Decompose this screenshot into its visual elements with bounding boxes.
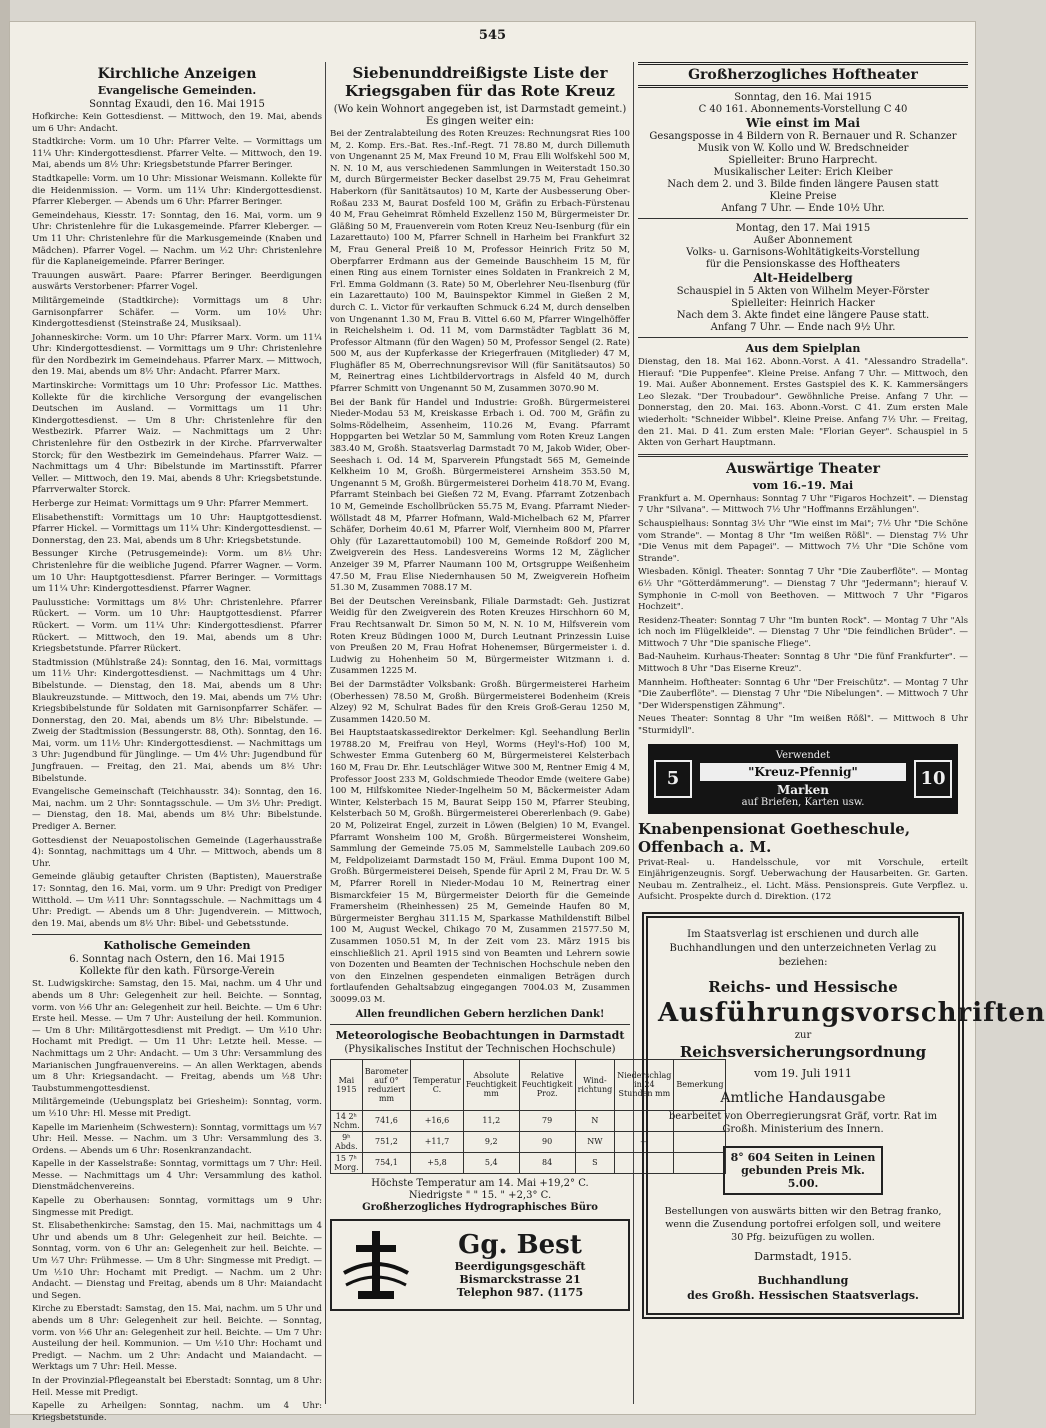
verlag-t5: vom 19. Juli 1911 — [754, 1067, 852, 1080]
auswaertige-text: Mannheim. Hoftheater: Sonntag 6 Uhr "Der Freischütz". — Montag 7 Uhr "Die Zauberflöte". — Dienstag 7 Uhr "Die Nibelungen". — Mittwoch 7 Uhr "Der Widerspenstigen Zähmung". — [638, 677, 968, 711]
meteo-header: Absolute Feuchtigkeit mm — [463, 1059, 519, 1110]
notice-paragraph: Stadtkapelle: Vorm. um 10 Uhr: Missionar Weismann. Kollekte für die Heidenmission. — Vorm. um 11¼ Uhr: Kindergottesdienst. Pfarrer Kleberger. — Abends um 6 Uhr: Pfarrer Beringer. — [32, 173, 322, 208]
kreuz-ad-mid: Marken — [776, 782, 830, 797]
notice-paragraph: In der Provinzial-Pflegeanstalt bei Eberstadt: Sonntag, um 8 Uhr: Heil. Messe mit Predigt. — [32, 1375, 322, 1398]
table-cell: 754,1 — [362, 1152, 410, 1173]
table-cell: — — [615, 1131, 674, 1152]
auswaertige-dates: vom 16.–19. Mai — [752, 478, 854, 492]
section-divider — [32, 934, 322, 935]
funeral-text — [416, 1230, 624, 1299]
theater-line: Montag, den 17. Mai 1915 — [735, 223, 871, 234]
kreuz-pfennig-ad — [648, 744, 958, 814]
verlag-t1: Reichs- und Hessische — [708, 978, 898, 996]
school-ad-title: Knabenpensionat Goetheschule, Offenbach a. M. — [638, 819, 911, 856]
newspaper-page — [10, 22, 1046, 1423]
table-cell: N — [575, 1110, 615, 1131]
evangelisch-date: Sonntag Exaudi, den 16. Mai 1915 — [89, 99, 265, 110]
meteo-header: Temperatur C. — [411, 1059, 464, 1110]
notice-paragraph: Stadtmission (Mühlstraße 24): Sonntag, den 16. Mai, vormittags um 11½ Uhr: Kindergottesdienst. — Nachmittags um 4 Uhr: Bibelstunde. — Dienstag, den 18. Mai, abends um 8 Uhr: Blaukreuzstunde. — Mittwoch, den 19. Mai, abends um 7½ Uhr: Kriegsbibelstunde für Soldaten mit Garnisonpfarrer Schäfer. — Donnerstag, den 20. Mai, abends um 8½ Uhr: Bibelstunde. — Zweig der Stadtmission (Bessungerstr. 88, Oth). Sonntag, den 16. Mai, vorm. um 11½ Uhr: Kindergottesdienst. — Nachmittags um 3 Uhr: Jugendbund für Jünglinge. — Um 4½ Uhr: Jugendbund für Jungfrauen. — Freitag, den 21. Mai, abends um 8½ Uhr: Bibelstunde. — [32, 657, 322, 784]
theater-line: Kleine Preise — [769, 191, 837, 202]
meteo-office: Großherzogliches Hydrographisches Büro — [362, 1201, 598, 1213]
funeral-line: Telephon 987. (1175 — [456, 1286, 584, 1300]
table-cell: 79 — [519, 1110, 575, 1131]
notice-paragraph: Martinskirche: Vormittags um 10 Uhr: Professor Lic. Matthes. Kollekte für die kirchliche Versorgung der evangelischen Deutschen im Ausland. — Vormittags um 11 Uhr: Kindergottesdienst. — Um 8 Uhr: Christenlehre für den Westbezirk. Pfarrer Waiz. — Nachmittags um 2 Uhr: Christenlehre für den Ostbezirk in der Kirche. Pfarrverwalter Storck; für den Westbezirk im Gemeindehaus. Pfarrer Waiz. — Nachmittags um 4 Uhr: Bibelstunde im Martinsstift. Pfarrer Veller. — Mittwoch, den 19. Mai, abends 8 Uhr: Kriegsbetstunde. Pfarrverwalter Storck. — [32, 381, 322, 496]
notice-paragraph: Trauungen auswärt. Paare: Pfarrer Beringer. Beerdigungen auswärts Verstorbener: Pfarrer Vogel. — [32, 270, 322, 293]
column-divider — [325, 62, 326, 1404]
notice-paragraph: Stadtkirche: Vorm. um 10 Uhr: Pfarrer Velte. — Vormittags um 11¼ Uhr: Kindergottesdienst. Pfarrer Velte. — Mittwoch, den 19. Mai, abends um 8½ Uhr: Kriegsbetstunde Pfarrer Beringer. — [32, 137, 322, 171]
donations-intro: Es gingen weiter ein: — [425, 116, 535, 127]
table-cell: NW — [575, 1131, 615, 1152]
notice-paragraph: Elisabethenstift: Vormittags um 10 Uhr: Hauptgottesdienst. Pfarrer Hickel. — Vormittags um 11¼ Uhr: Kindergottesdienst. — Donnerstag, den 23. Mai, abends um 8 Uhr: Kriegsbetstunde. — [32, 512, 322, 546]
verlag-intro: Im Staatsverlag ist erschienen und durch alle Buchhandlungen und den unterzeichneten Verlag zu beziehen: — [669, 929, 937, 968]
section-divider — [638, 218, 968, 219]
verlag-pub1: Buchhandlung — [757, 1274, 849, 1287]
auswaertige-text: Wiesbaden. Königl. Theater: Sonntag 7 Uhr "Die Zauberflöte". — Montag 6½ Uhr "Götterdämmerung". — Dienstag 7 Uhr "Jedermann"; hierauf V. Symphonie in C-moll von Beethoven. — Mittwoch 7 Uhr "Figaros Hochzeit". — [638, 567, 968, 613]
donation-paragraph: Bei Hauptstaatskassedirektor Derkelmer: Kgl. Seehandlung Berlin 19788.20 M, Freifrau von Heyl, Worms (Heyl's-Hof) 100 M, Schwester Emma Gutenberg 60 M, Bürgermeisterei Kelsterbach 160 M, Frau Dr. Ehr. Leutschläger Witwe 300 M, Rentner Emig 4 M, Professor Joost 233 M, Goldschmiede Theodor Emde (weitere Gabe) 100 M, Hilfskomitee Nieder-Ingelheim 50 M, Bäckermeister Adam Winter, Kelsterbach 15 M, Baurat Seipp 150 M, Pfarrer Steubing, Kelsterbach 50 M, Großh. Bürgermeisterei Obererlenbach (9. Gabe) 20 M, Polizeirat Engel, zurzeit in Löwen (Belgien) 10 M, Evangel. Pfarramt Wonsheim 100 M, Großh. Bürgermeisterei Wonsheim, Sammlung der Gemeinde 75.05 M, Sammelstelle Laubach 209.60 M, Feldpolizeiamt Darmstadt 150 M, Fräul. Emma Dupont 100 M, Großh. Bürgermeisterei Deiseh, Spende für April 2 M, Frau Dr. W. 5 M, Pfarrer Rorell in Nieder-Modau 10 M, Reinertrag einer Bismarckfeier 15 M, Bürgermeister Deiorth für die Gemeinde Framersheim (Rheinhessen) 25 M, Gemeinde Haufen 80 M, Bürgermeister Berghau 311.15 M, Sparkasse Mathildenstift Bilbel 100 M, August Weckel, Chikago 70 M, Zusammen 21577.50 M, Zusammen 1050.51 M, In der Zeit vom 23. März 1915 bis einschließlich 21. April 1915 sind von Beamten und Lehrern sowie von Dozenten und Beamten der Technischen Hochschule neben den von den Einzelnen gespendeten einmaligen Beträgen durch fortlaufenden Gehaltsabzug eingegangen 7004.03 M, Zusammen 30099.03 M. — [330, 728, 630, 1005]
spielplan-text: Dienstag, den 18. Mai 162. Abonn.-Vorst. A 41. "Alessandro Stradella". Hierauf: "Die Puppenfee". Kleine Preise. Anfang 7 Uhr. — Mittwoch, den 19. Mai. Außer Abonnement. Erstes Gastspiel des K. K. Kammersängers Leo Slezak. "Der Troubadour". Gewöhnliche Preise. Anfang 7 Uhr. — Donnerstag, den 20. Mai. 163. Abonn.-Vorst. C 41. Zum ersten Male wiederholt: "Schneider Wibbel". Kleine Preise. Anfang 7½ Uhr. — Freitag, den 21. Mai. D 41. Zum ersten Male: "Florian Geyer". Schauspiel in 5 Akten von Gerhart Hauptmann. — [638, 357, 968, 449]
notice-paragraph: Kirche zu Eberstadt: Samstag, den 15. Mai, nachm. um 5 Uhr und abends um 8 Uhr: Gelegenheit zur heil. Beichte. — Sonntag, vorm. von ½6 Uhr an: Gelegenheit zur heil. Beichte. — Um 7 Uhr: Austeilung der heil. Kommunion. — Um ½10 Uhr: Hochamt und Predigt. — Nachm. um 2 Uhr: Andacht und Maiandacht. — Werktags um 7 Uhr: Heil. Messe. — [32, 1304, 322, 1373]
table-cell: +16,6 — [411, 1110, 464, 1131]
section-divider — [638, 337, 968, 338]
notice-paragraph: Gemeinde gläubig getaufter Christen (Baptisten), Mauerstraße 17: Sonntag, den 16. Mai, vorm. um 9 Uhr: Predigt von Prediger Witthold. — Um ½11 Uhr: Sonntagsschule. — Nachmittags um 4 Uhr: Predigt. — Abends um 8 Uhr: Jugendverein. — Mittwoch, den 19. Mai, abends um 8½ Uhr: Bibel- und Gebetsstunde. — [32, 872, 322, 929]
auswaertige-text: Residenz-Theater: Sonntag 7 Uhr "Im bunten Rock". — Montag 7 Uhr "Als ich noch im Flügelkleide". — Dienstag 7 Uhr "Die feindlichen Brüder". — Mittwoch 7 Uhr "Die spanische Fliege". — [638, 615, 968, 649]
katholisch-collect: Kollekte für den kath. Fürsorge-Verein — [79, 966, 275, 978]
table-cell: 90 — [519, 1131, 575, 1152]
section-divider — [638, 454, 968, 457]
theater-line: Musik von W. Kollo und W. Bredschneider — [697, 143, 909, 154]
table-cell: 9ʰ Abds. — [331, 1131, 363, 1152]
table-cell: 5,4 — [463, 1152, 519, 1173]
verlag-t3: zur — [794, 1030, 812, 1041]
notice-paragraph: Kapelle im Marienheim (Schwestern): Sonntag, vormittags um ½7 Uhr: Heil. Messe. — Nachm. um 3 Uhr: Versammlung des 3. Ordens. — Abends um 6 Uhr: Rosenkranzandacht. — [32, 1122, 322, 1156]
meteo-header: Wind-richtung — [575, 1059, 615, 1110]
verlag-t7: bearbeitet von Oberregierungsrat Gräf, vortr. Rat im Großh. Ministerium des Innern. — [668, 1111, 938, 1135]
kreuz-ad-main: "Kreuz-Pfennig" — [700, 763, 906, 781]
table-cell: 741,6 — [362, 1110, 410, 1131]
table-cell: +5,8 — [411, 1152, 464, 1173]
theater-line: Musikalischer Leiter: Erich Kleiber — [713, 167, 893, 178]
spielplan-title: Aus dem Spielplan — [745, 342, 861, 355]
theater-line: Nach dem 2. und 3. Bilde finden längere Pausen statt — [667, 179, 939, 190]
column-church-notices — [32, 62, 322, 1423]
funeral-name: Gg. Best — [458, 1230, 582, 1261]
donation-paragraph: Bei der Zentralabteilung des Roten Kreuzes: Rechnungsrat Ries 100 M, 2. Komp. Ers.-Bat. Res.-Inf.-Regt. 71 78.80 M, durch Dillemuth von Ungenannt 25 M, Max Freund 10 M, Frau Elli Wolfskehl 500 M, N. N. 10 M, aus verschiedenen Sammlungen in Weiterstadt 150.30 M, durch Bürgermeister Becker daselbst 29.75 M, Frau Geheimrat Haberkorn (für Sanitätsautos) 10 M, Karte der Ausbesserung Ober-Roßau 233 M, Baurat Dosfeld 100 M, Gräfin zu Erbach-Fürstenau 40 M, Frau Geheimrat Römheld Exzellenz 150 M, Bürgermeister Dr. Gläßing 50 M, Frauenverein vom Roten Kreuz Neu-Isenburg (für ein Lazarettauto) 100 M, Pfarrer Schnell in Harheim bei Frankfurt 32 M, Frau General Preiß 10 M, Professor Heinrich Fritz 50 M, Oberpfarrer Erdmann aus der Gemeinde Bauschheim 15 M, für einen Ring aus einem Tornister eines Soldaten in Frankreich 2 M, Frl. Emma Goldmann (3. Rate) 50 M, Oberlehrer Neu-Ilsenburg (für ein Lazarettauto) 100 M, Bauinspektor Kimmel in Gießen 2 M, durch C. L. Victor für verkauften Schmuck 6.24 M, durch denselben von Ungenannt 1.30 M, Frau B. Vittel 6.60 M, Pfarrer Wingelhöffer in Reichelsheim i. Od. 11 M, vom Darmstädter Tagblatt 36 M, Professor Altmann (für den Wagen) 50 M, Professor Sengel (2. Rate) 500 M, aus der Kupferkasse der Kriegerfrauen (Mitglieder) 47 M, Flughäfler 85 M, Oberrechnungsrevisor Will (für Sanitätsautos) 50 M, Reinertrag eines Lichtbildervortrags in Alsfeld 40 M, durch Pfarrer Schmitt von Ungenannt 50 M, Zusammen 3070.90 M. — [330, 129, 630, 395]
column-war-donations — [330, 62, 724, 1406]
table-cell: 15 7ʰ Morg. — [331, 1152, 363, 1173]
notice-paragraph: Kapelle zu Arheilgen: Sonntag, nachm. um 4 Uhr: Kriegsbetstunde. — [32, 1401, 322, 1423]
scan-margin — [0, 0, 10, 1428]
theater-title: Großherzogliches Hoftheater — [638, 62, 968, 88]
verlag-t2: Ausführungsvorschriften — [658, 998, 1046, 1028]
page-number: 545 — [478, 28, 507, 43]
notice-paragraph: Evangelische Gemeinschaft (Teichhausstr. 34): Sonntag, den 16. Mai, nachm. um 2 Uhr: Sonntagsschule. — Um 3½ Uhr: Predigt. — Dienstag, den 18. Mai, abends um 8½ Uhr: Bibelstunde. Prediger A. Berner. — [32, 787, 322, 833]
notice-paragraph: Gemeindehaus, Kiesstr. 17: Sonntag, den 16. Mai, vorm. um 9 Uhr: Christenlehre für die Lukasgemeinde. Pfarrer Kleberger. — Um 11 Uhr: Christenlehre für die Markusgemeinde (Knaben und Mädchen). Pfarrer Vogel. — Nachm. um ½2 Uhr: Christenlehre für die Kaplaneigemeinde. Pfarrer Beringer. — [32, 210, 322, 268]
evangelisch-title: Evangelische Gemeinden. — [97, 84, 257, 97]
verlag-t6: Amtliche Handausgabe — [720, 1090, 886, 1106]
notice-paragraph: Militärgemeinde (Uebungsplatz bei Griesheim): Sonntag, vorm. um ½10 Uhr: Hl. Messe mit Predigt. — [32, 1097, 322, 1119]
kreuz-ad-text — [700, 750, 906, 808]
verlag-ad — [642, 912, 1046, 1319]
table-cell: 11,2 — [463, 1110, 519, 1131]
meteo-header: Barometer auf 0° reduziert mm — [362, 1059, 410, 1110]
donation-paragraph: Bei der Bank für Handel und Industrie: Großh. Bürgermeisterei Nieder-Modau 53 M, Kreiskasse Erbach i. Od. 700 M, Gräfin zu Solms-Rödelheim, Assenheim, 110.26 M, Evang. Pfarramt Hoppgarten bei Wetzlar 50 M, Sammlung vom Roten Kreuz Langen 383.40 M, Großh. Staatsverlag Darmstadt 70 M, Jakob Wider, Ober-Seeshach i. Od. 14 M, Sparverein Pfungstadt 565 M, Gemeinde Kelkheim 10 M, Großh. Bürgermeisterei Arnsheim 353.50 M, Ungenannt 5 M, Großh. Bürgermeisterei Dorheim 418.70 M, Evang. Pfarramt Steinbach bei Gießen 72 M, Evang. Pfarramt Zotzenbach 10 M, Gemeinde Eschollbrücken 55.75 M, Evang. Pfarramt Nieder-Wöllstadt 48 M, Pfarrer Hofmann, Wald-Michelbach 62 M, Pfarrer Schäfer, Dorheim 40.61 M, Pfarrer Wolf, Viernheim 800 M, Pfarrer Ohly (für Lazarettautomobil) 100 M, Gemeinde Roßdorf 200 M, Zweigverein des Hess. Landesvereins Worms 12 M, Zäglicher Anzeiger 39 M, Pfarrer Naumann 100 M, Ortsgruppe Weißenheim 47.50 M, Frau Elise Niedernhausen 50 M, Zweigverein Hofheim 51.30 M, Zusammen 7088.17 M. — [330, 397, 630, 594]
church-notices-title: Kirchliche Anzeigen — [97, 66, 257, 82]
theater-line: Sonntag, den 16. Mai 1915 — [734, 92, 872, 103]
donation-paragraph: Bei der Deutschen Vereinsbank, Filiale Darmstadt: Geh. Justizrat Weidig für den Zweigverein des Roten Kreuzes Hirschhorn 60 M, Frau Rechtsanwalt Dr. Simon 50 M, N. N. 10 M, Hilfsverein vom Roten Kreuz Büdingen 1000 M, Durch Leutnant Prinzessin Luise von Preußen 20 M, Frau Hofrat Hohenemser, Bürgermeister i. d. Ludwig zu Hohenheim 50 M, Bürgermeister Witzmann i. d. Zusammen 1225 M. — [330, 596, 630, 677]
funeral-ad — [330, 1219, 630, 1311]
notice-paragraph: Paulusstiche: Vormittags um 8½ Uhr: Christenlehre. Pfarrer Rückert. — Vorm. um 10 Uhr: Hauptgottesdienst. Pfarrer Rückert. — Vorm. um 11¼ Uhr: Kindergottesdienst. Pfarrer Rückert. — Mittwoch, den 19. Mai, abends um 8 Uhr: Kriegsbetstunde. Pfarrer Rückert. — [32, 597, 322, 655]
auswaertige-text: Bad-Nauheim. Kurhaus-Theater: Sonntag 8 Uhr "Die fünf Frankfurter". — Mittwoch 8 Uhr "Das Eiserne Kreuz". — [638, 652, 968, 675]
auswaertige-text: Schauspielhaus: Sonntag 3½ Uhr "Wie einst im Mai"; 7½ Uhr "Die Schöne vom Strande". — Montag 8 Uhr "Im weißen Rößl". — Dienstag 7½ Uhr "Die Venus mit dem Papagei". — Mittwoch 7½ Uhr "Die Schöne vom Strande". — [638, 518, 968, 564]
notice-paragraph: Militärgemeinde (Stadtkirche): Vormittags um 8 Uhr: Garnisonpfarrer Schäfer. — Vorm. um 10½ Uhr: Kindergottesdienst (Steinstraße 24, Musiksaal). — [32, 295, 322, 330]
notice-paragraph: Gottesdienst der Neuapostolischen Gemeinde (Lagerhausstraße 4): Sonntag, nachmittags um 4 Uhr. — Mittwoch, abends um 8 Uhr. — [32, 835, 322, 869]
notice-paragraph: Kapelle in der Kasselstraße: Sonntag, vormittags um 7 Uhr: Heil. Messe. — Nachmittags um 4 Uhr: Versammlung des kathol. Dienstmädchenvereins. — [32, 1159, 322, 1193]
column-theater — [638, 62, 1046, 1406]
verlag-t4: Reichsversicherungsordnung — [679, 1043, 927, 1061]
meteo-low: Niedrigste " " 15. " +2,3° C. — [408, 1189, 552, 1201]
auswaertige-text: Frankfurt a. M. Opernhaus: Sonntag 7 Uhr "Figaros Hochzeit". — Dienstag 7 Uhr "Silvana". — Mittwoch 7½ Uhr "Hoffmanns Erzählungen". — [638, 493, 968, 516]
table-cell: 84 — [519, 1152, 575, 1173]
theater-line: Spielleiter: Heinrich Hacker — [731, 298, 875, 309]
verlag-small: Bestellungen von auswärts bitten wir den Betrag franko, wenn die Zusendung portofrei erfolgen soll, und weitere 30 Pfg. beizufügen zu wollen. — [664, 1206, 942, 1243]
meteo-high: Höchste Temperatur am 14. Mai +19,2° C. — [371, 1177, 589, 1189]
auswaertige-title: Auswärtige Theater — [725, 460, 881, 477]
katholisch-date: 6. Sonntag nach Ostern, den 16. Mai 1915 — [69, 954, 285, 966]
donation-paragraph: Bei der Darmstädter Volksbank: Großh. Bürgermeisterei Harheim (Oberhessen) 78.50 M, Großh. Bürgermeisterei Bodenheim (Kreis Alzey) 92 M, Schulrat Bades für den Kreis Groß-Gerau 1250 M, Zusammen 1420.50 M. — [330, 679, 630, 725]
theater-line: Schauspiel in 5 Akten von Wilhelm Meyer-Förster — [676, 286, 930, 297]
notice-paragraph: Herberge zur Heimat: Vormittags um 9 Uhr: Pfarrer Memmert. — [32, 499, 309, 509]
theater-line: für die Pensionskasse des Hoftheaters — [706, 259, 900, 270]
meteo-header: Mai 1915 — [331, 1059, 363, 1110]
column-divider — [633, 62, 634, 1404]
evangelisch-list — [32, 112, 322, 930]
theater-line: Außer Abonnement — [753, 235, 853, 246]
table-cell: S — [575, 1152, 615, 1173]
theater-line: Spielleiter: Bruno Harprecht. — [728, 155, 878, 166]
theater-line: Volks- u. Garnisons-Wohltätigkeits-Vorstellung — [686, 247, 920, 258]
stamp-5-icon: 5 — [654, 760, 692, 798]
theater-line: Gesangsposse in 4 Bildern von R. Bernauer und R. Schanzer — [649, 131, 957, 142]
notice-paragraph: Kapelle zu Oberhausen: Sonntag, vormittags um 9 Uhr: Singmesse mit Predigt. — [32, 1196, 322, 1218]
notice-paragraph: Hofkirche: Kein Gottesdienst. — Mittwoch, den 19. Mai, abends um 6 Uhr: Andacht. — [32, 112, 322, 134]
meteo-title: Meteorologische Beobachtungen in Darmstadt — [335, 1028, 625, 1042]
meteo-header: Bemerkung — [674, 1059, 726, 1110]
theater-line: C 40 161. Abonnements-Vorstellung C 40 — [698, 104, 908, 115]
stamp-10-icon: 10 — [914, 760, 952, 798]
verlag-price: 8° 604 Seiten in Leinen gebunden Preis Mk. 5.00. — [723, 1146, 883, 1195]
kreuz-ad-top: Verwendet — [775, 749, 831, 761]
table-cell: 9,2 — [463, 1131, 519, 1152]
theater-line: Nach dem 3. Akte findet eine längere Pause statt. — [676, 310, 930, 321]
donations-subtitle: (Wo kein Wohnort angegeben ist, ist Darmstadt gemeint.) — [333, 104, 627, 115]
section-divider — [330, 1024, 630, 1025]
donations-title: Siebenunddreißigste Liste der Kriegsgaben für das Rote Kreuz — [345, 64, 615, 100]
meteo-header: Niederschlag in 24 Stunden mm — [615, 1059, 674, 1110]
funeral-line: Bismarckstrasse 21 — [459, 1273, 581, 1287]
katholisch-title: Katholische Gemeinden — [103, 939, 251, 953]
theater-play-title: Wie einst im Mai — [745, 116, 861, 130]
funeral-line: Beerdigungsgeschäft — [454, 1260, 586, 1274]
thanks-line: Allen freundlichen Gebern herzlichen Dank! — [355, 1008, 605, 1020]
verlag-place: Darmstadt, 1915. — [754, 1250, 852, 1263]
katholisch-list — [32, 979, 322, 1424]
notice-paragraph: Bessunger Kirche (Petrusgemeinde): Vorm. um 8½ Uhr: Christenlehre für die weibliche Jugend. Pfarrer Wagner. — Vorm. um 10 Uhr: Hauptgottesdienst. Pfarrer Beringer. — Vormittags um 11¼ Uhr: Kindergottesdienst. Pfarrer Wagner. — [32, 549, 322, 595]
notice-paragraph: St. Elisabethenkirche: Samstag, den 15. Mai, nachmittags um 4 Uhr und abends um 8 Uhr: Gelegenheit zur heil. Beichte. — Sonntag, vorm. von 6 Uhr an: Gelegenheit zur heil. Beichte. — Um ½7 Uhr: Frühmesse. — Um 8 Uhr: Singmesse mit Predigt. — Um ½10 Uhr: Hochamt mit Predigt. — Nachm. um 2 Uhr: Andacht. — Dienstag und Freitag, abends um 8 Uhr: Maiandacht und Segen. — [32, 1221, 322, 1301]
table-cell: 14 2ʰ Nchm. — [331, 1110, 363, 1131]
meteo-subtitle: (Physikalisches Institut der Technischen Hochschule) — [344, 1043, 616, 1055]
theater-line: Anfang 7 Uhr. — Ende 10½ Uhr. — [721, 203, 885, 214]
school-ad-text: Privat-Real- u. Handelsschule, vor mit Vorschule, erteilt Einjährigenzeugnis. Sorgf. Ueberwachung der Hausarbeiten. Gr. Garten. Neubau m. Zentralheiz., el. Licht. Mäss. Pensionspreis. Gute Verpflez. u. Aufsicht. Prospekte durch d. Direktion. (172 — [638, 857, 968, 903]
kreuz-ad-bottom: auf Briefen, Karten usw. — [741, 796, 865, 808]
verlag-pub2: des Großh. Hessischen Staatsverlags. — [687, 1289, 919, 1302]
notice-paragraph: St. Ludwigskirche: Samstag, den 15. Mai, nachm. um 4 Uhr und abends um 8 Uhr: Gelegenheit zur heil. Beichte. — Sonntag, vorm. von ½6 Uhr an: Gelegenheit zur heil. Beichte. — Um 6 Uhr: Erste heil. Messe. — Um 7 Uhr: Austeilung der heil. Kommunion. — Um 8 Uhr: Militärgottesdienst mit Predigt. — Um ½10 Uhr: Hochamt mit Predigt. — Um 11 Uhr: Letzte heil. Messe. — Nachmittags um 2 Uhr: Andacht. — Um 3 Uhr: Versammlung des Marianischen Jungfrauenvereins. — An allen Werktagen, abends um 8 Uhr: Kriegsandacht. — Freitag, abends um ½8 Uhr: Taubstummengottesdienst. — [32, 979, 322, 1094]
theater-play-title: Alt-Heidelberg — [753, 271, 853, 285]
cross-wreath-icon — [336, 1225, 416, 1305]
notice-paragraph: Johanneskirche: Vorm. um 10 Uhr: Pfarrer Marx. Vorm. um 11¼ Uhr: Kindergottesdienst. — Vormittags um 9 Uhr: Christenlehre für den Nordbezirk im Gemeindehaus. Pfarrer Marx. — Mittwoch, den 19. Mai, abends um 8½ Uhr: Andacht. Pfarrer Marx. — [32, 332, 322, 378]
table-cell: 751,2 — [362, 1131, 410, 1152]
table-cell: +11,7 — [411, 1131, 464, 1152]
meteo-header: Relative Feuchtigkeit Proz. — [519, 1059, 575, 1110]
theater-line: Anfang 7 Uhr. — Ende nach 9½ Uhr. — [710, 322, 896, 333]
auswaertige-text: Neues Theater: Sonntag 8 Uhr "Im weißen Rößl". — Mittwoch 8 Uhr "Sturmidyll". — [638, 714, 968, 737]
